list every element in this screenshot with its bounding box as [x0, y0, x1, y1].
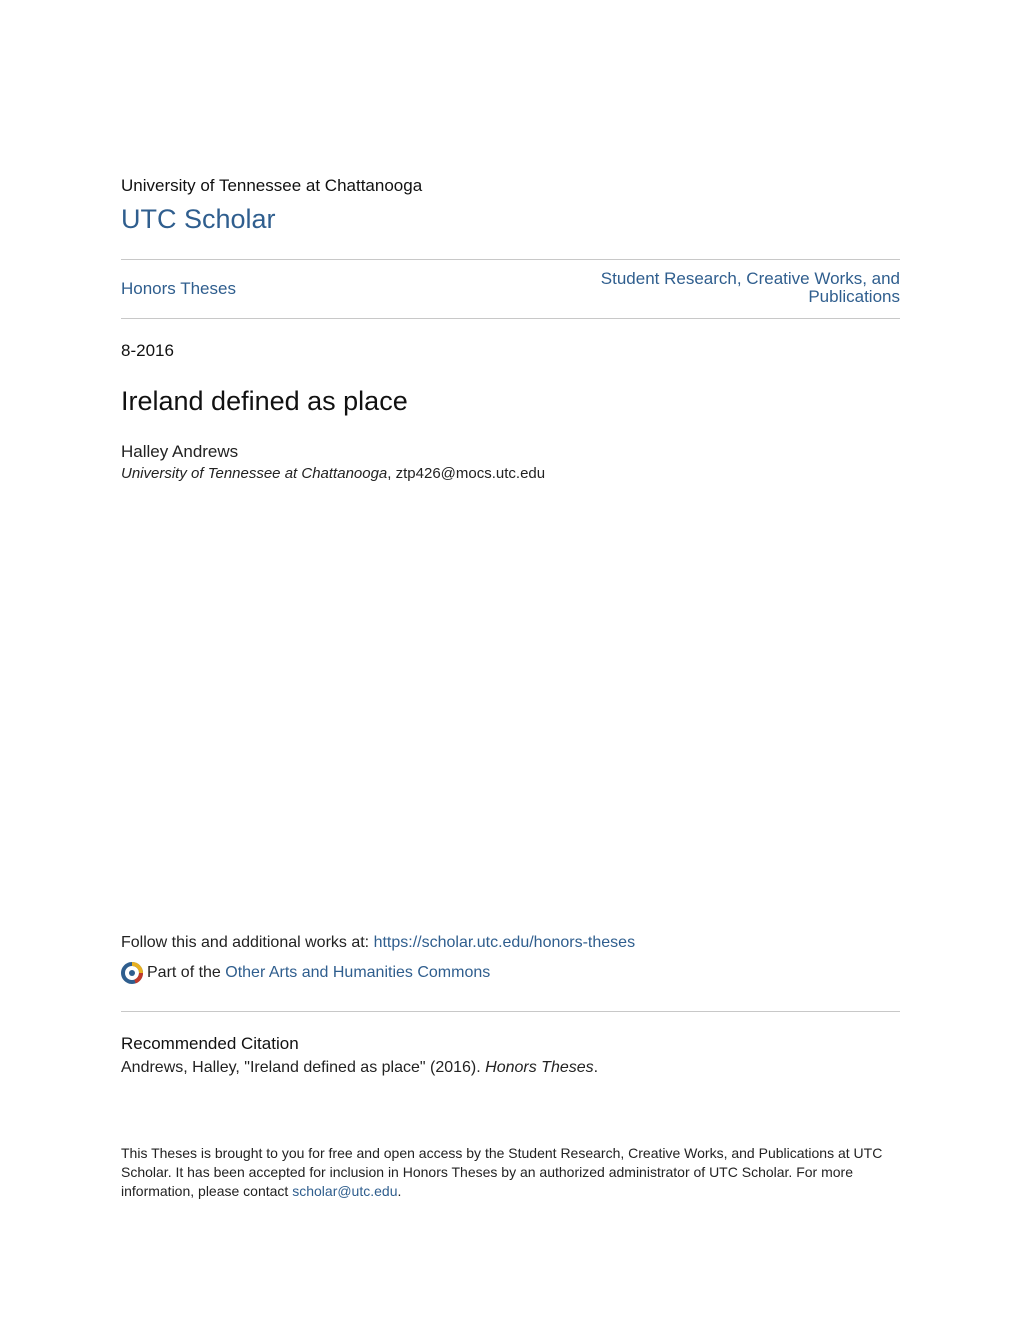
contact-email-link[interactable]: scholar@utc.edu [292, 1183, 398, 1199]
parent-collection-link[interactable]: Student Research, Creative Works, and Publications [600, 269, 900, 306]
citation-series: Honors Theses [485, 1059, 594, 1076]
header-divider [121, 318, 900, 319]
follow-url-link[interactable]: https://scholar.utc.edu/honors-theses [373, 934, 636, 951]
follow-prefix: Follow this and additional works at: [121, 934, 374, 951]
document-title: Ireland defined as place [121, 386, 408, 416]
commons-link[interactable]: Other Arts and Humanities Commons [225, 964, 491, 981]
footer-notice-text: This Theses is brought to you for free and open access by the Student Research, Creative Works, and Publications at UTC Scholar. It has been accepted for inclusion in Honors Theses by an authorized administrator of UTC Scholar. For more information, please contact [121, 1145, 883, 1199]
affiliation-separator: , [387, 465, 396, 482]
author-affiliation [121, 465, 545, 482]
citation-heading: Recommended Citation [121, 1034, 299, 1053]
citation-text [121, 1059, 598, 1077]
citation-divider [121, 1011, 900, 1012]
footer-end: . [397, 1183, 402, 1199]
citation-body: Andrews, Halley, "Ireland defined as place" (2016). [121, 1059, 486, 1076]
follow-line [121, 934, 635, 952]
author-name: Halley Andrews [121, 442, 239, 461]
publication-date: 8-2016 [121, 341, 174, 360]
series-link[interactable]: Honors Theses [121, 279, 236, 298]
institution-name: University of Tennessee at Chattanooga [121, 176, 423, 195]
part-of-prefix: Part of the [147, 964, 226, 981]
top-divider [121, 259, 900, 260]
citation-end: . [593, 1059, 599, 1076]
network-commons-icon [121, 962, 143, 984]
footer-notice [121, 1144, 901, 1201]
repository-name-link[interactable]: UTC Scholar [121, 204, 276, 234]
affiliation-institution: University of Tennessee at Chattanooga [121, 465, 388, 482]
author-email: ztp426@mocs.utc.edu [395, 465, 546, 482]
part-of-line [121, 962, 490, 984]
